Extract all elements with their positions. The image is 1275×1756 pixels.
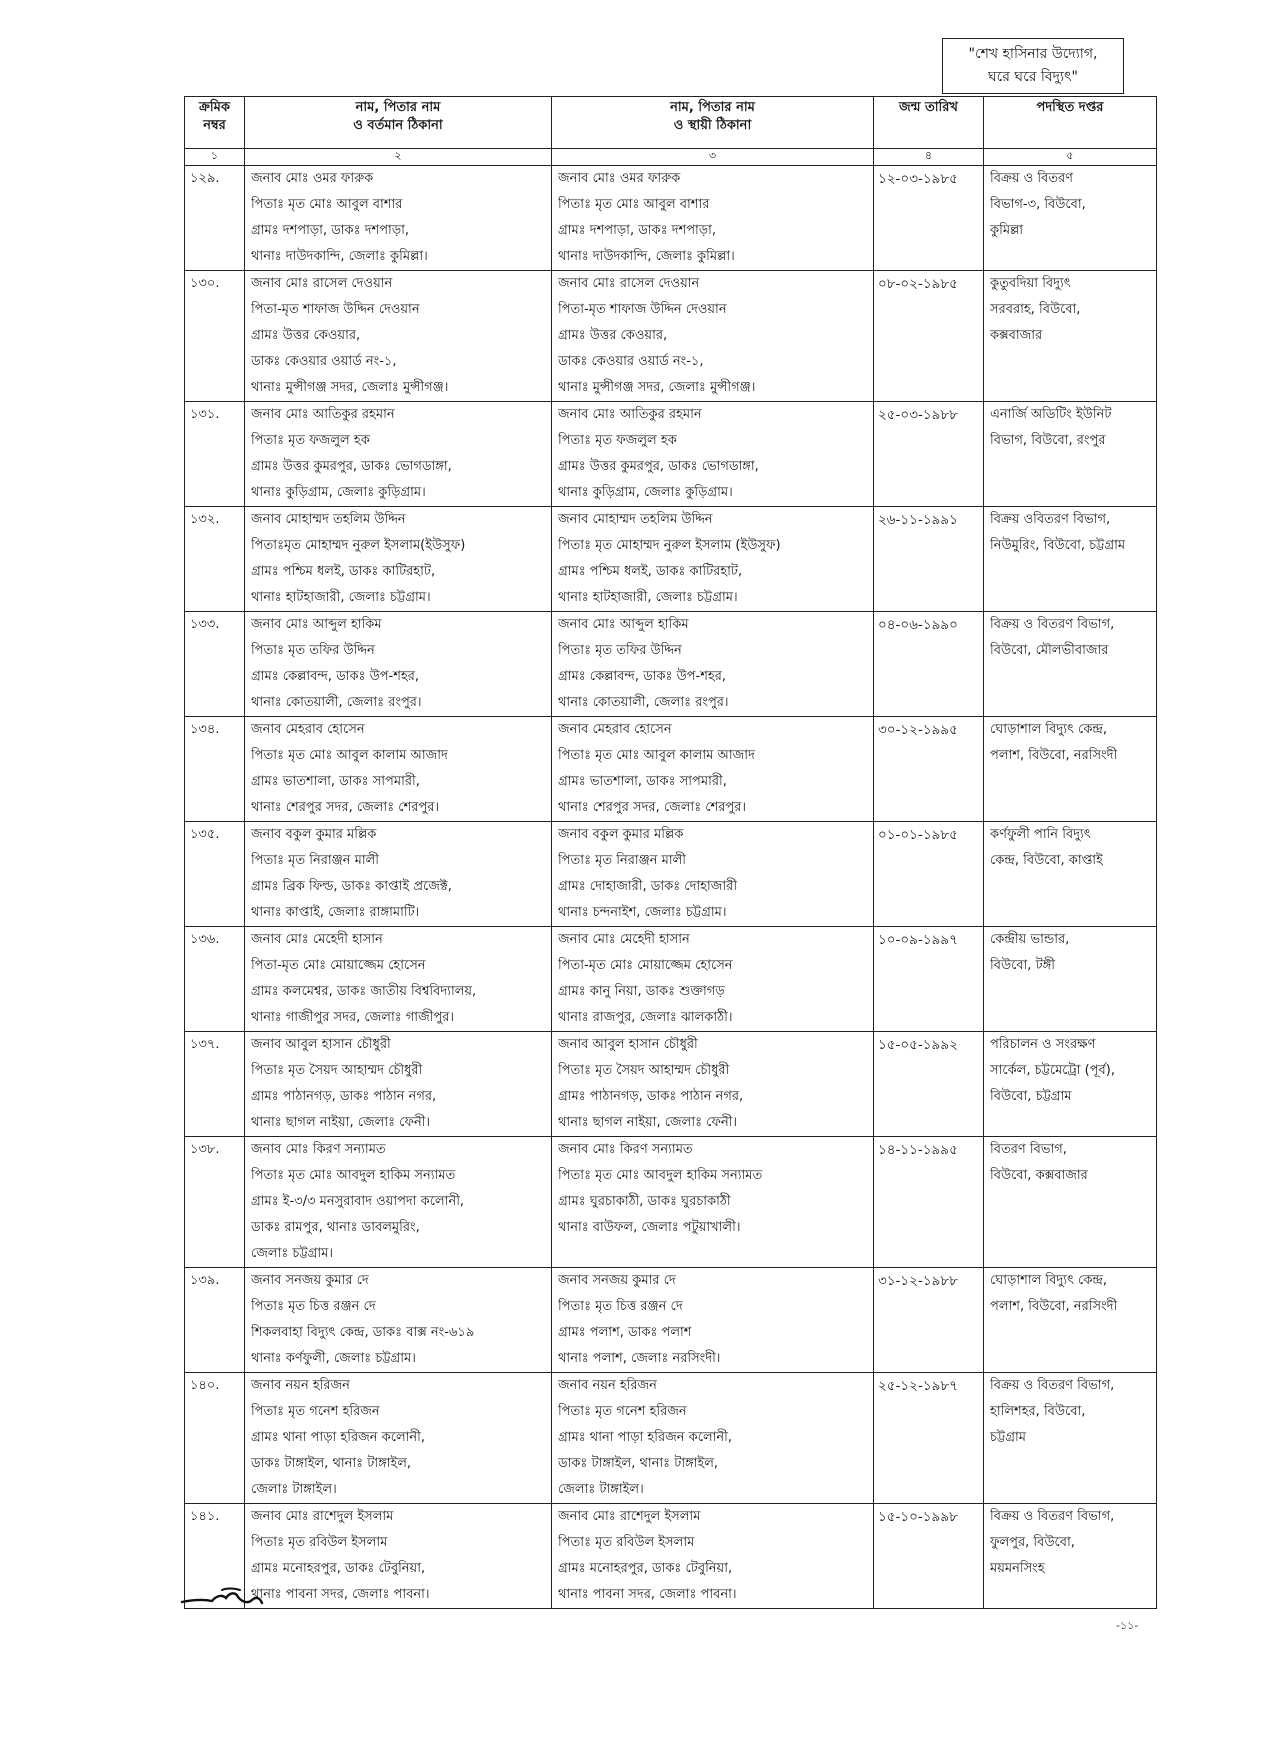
permanent-address-line: থানাঃ ছাগল নাইয়া, জেলাঃ ফেনী। [558, 1115, 738, 1130]
permanent-address-cell [552, 166, 874, 271]
permanent-address-line: জনাব নয়ন হরিজন [558, 1378, 657, 1393]
posted-office-cell [984, 1137, 1157, 1268]
present-address-line: থানাঃ কর্ণফুলী, জেলাঃ চট্টগ্রাম। [251, 1351, 416, 1366]
permanent-address-line: পিতাঃ মৃত মোঃ আবুল কালাম আজাদ [558, 748, 755, 763]
permanent-address-line: থানাঃ পলাশ, জেলাঃ নরসিংদী। [558, 1351, 721, 1366]
table-row [185, 271, 1157, 402]
permanent-address-cell [552, 402, 874, 507]
serial-number: ১৩৪. [185, 717, 245, 822]
permanent-address-line: গ্রামঃ ভাতশালা, ডাকঃ সাপমারী, [558, 774, 727, 789]
present-address-line: পিতাঃ মৃত নিরাঞ্জন মালী [251, 853, 380, 868]
present-address-line: জনাব মোহাম্মদ তহলিম উদ্দিন [251, 512, 406, 527]
present-address-line: জেলাঃ চট্টগ্রাম। [251, 1246, 334, 1261]
signature [178, 1584, 270, 1614]
present-address-line: জনাব মোঃ ওমর ফারুক [251, 171, 374, 186]
posted-office-line: নিউমুরিং, বিউবো, চট্টগ্রাম [990, 538, 1126, 553]
present-address-line: পিতাঃ মৃত মোঃ আবদুল হাকিম সন্যামত [251, 1168, 456, 1183]
permanent-address-line: জনাব মোহাম্মদ তহলিম উদ্দিন [558, 512, 713, 527]
permanent-address-line: গ্রামঃ উত্তর কেওয়ার, [558, 328, 668, 343]
present-address-cell [245, 1137, 552, 1268]
posted-office-line: কক্সবাজার [990, 328, 1043, 343]
posted-office-line: বিউবো, টঙ্গী [990, 958, 1055, 973]
permanent-address-line: ডাকঃ টাঙ্গাইল, থানাঃ টাঙ্গাইল, [558, 1456, 719, 1471]
present-address-line: ডাকঃ রামপুর, থানাঃ ডাবলমুরিং, [251, 1220, 420, 1235]
permanent-address-line: জনাব মেহরাব হোসেন [558, 722, 672, 737]
posted-office-cell [984, 507, 1157, 612]
permanent-address-line: জনাব মোঃ মেহেদী হাসান [558, 932, 690, 947]
present-address-cell [245, 717, 552, 822]
posted-office-line: বিউবো, চট্টগ্রাম [990, 1089, 1072, 1104]
posted-office-line: কুমিল্লা [990, 223, 1024, 238]
date-of-birth: ০৪-০৬-১৯৯০ [874, 612, 984, 717]
date-of-birth: ২৬-১১-১৯৯১ [874, 507, 984, 612]
column-number: ৪ [874, 149, 984, 166]
permanent-address-line: জনাব মোঃ কিরণ সন্যামত [558, 1142, 693, 1157]
date-of-birth: ১০-০৯-১৯৯৭ [874, 927, 984, 1032]
header-permanent-address: নাম, পিতার নাম ও স্থায়ী ঠিকানা [552, 97, 874, 149]
present-address-cell [245, 271, 552, 402]
present-address-line: গ্রামঃ থানা পাড়া হরিজন কলোনী, [251, 1430, 426, 1445]
serial-number: ১৪১. [185, 1504, 245, 1609]
column-number: ৫ [984, 149, 1157, 166]
present-address-cell [245, 1504, 552, 1609]
present-address-line: জনাব মোঃ রাশেদুল ইসলাম [251, 1509, 394, 1524]
date-of-birth: ০১-০১-১৯৮৫ [874, 822, 984, 927]
present-address-line: গ্রামঃ কলমেশ্বর, ডাকঃ জাতীয় বিশ্ববিদ্যালয়, [251, 984, 477, 999]
present-address-line: জনাব মোঃ আব্দুল হাকিম [251, 617, 382, 632]
date-of-birth: ৩০-১২-১৯৯৫ [874, 717, 984, 822]
permanent-address-line: পিতাঃ মৃত মোঃ আবদুল হাকিম সন্যামত [558, 1168, 763, 1183]
posted-office-line: বিক্রয় ও বিতরণ বিভাগ, [990, 1509, 1115, 1524]
present-address-line: জনাব আবুল হাসান চৌধুরী [251, 1037, 391, 1052]
present-address-line: জনাব মোঃ রাসেল দেওয়ান [251, 276, 393, 291]
present-address-line: পিতা-মৃত শাফাজ উদ্দিন দেওয়ান [251, 302, 420, 317]
permanent-address-line: জনাব আবুল হাসান চৌধুরী [558, 1037, 698, 1052]
permanent-address-line: থানাঃ শেরপুর সদর, জেলাঃ শেরপুর। [558, 800, 747, 815]
permanent-address-line: জনাব মোঃ রাসেল দেওয়ান [558, 276, 700, 291]
present-address-line: পিতাঃ মৃত সৈয়দ আহাম্মদ চৌধুরী [251, 1063, 423, 1078]
permanent-address-line: পিতাঃ মৃত মোঃ আবুল বাশার [558, 197, 710, 212]
permanent-address-line: পিতাঃ মৃত ফজলুল হক [558, 433, 677, 448]
present-address-line: গ্রামঃ মনোহরপুর, ডাকঃ টেবুনিয়া, [251, 1561, 426, 1576]
permanent-address-line: জনাব মোঃ আতিকুর রহমান [558, 407, 702, 422]
serial-number: ১৩২. [185, 507, 245, 612]
header-present-address: নাম, পিতার নাম ও বর্তমান ঠিকানা [245, 97, 552, 149]
posted-office-line: পলাশ, বিউবো, নরসিংদী [990, 1299, 1118, 1314]
present-address-line: গ্রামঃ উত্তর কুমরপুর, ডাকঃ ভোগডাঙ্গা, [251, 459, 452, 474]
present-address-line: পিতাঃ মৃত রবিউল ইসলাম [251, 1535, 388, 1550]
date-of-birth: ১৪-১১-১৯৯৫ [874, 1137, 984, 1268]
posted-office-cell [984, 1032, 1157, 1137]
slogan-box [942, 38, 1124, 94]
permanent-address-line: থানাঃ কোতয়ালী, জেলাঃ রংপুর। [558, 695, 729, 710]
posted-office-line: চট্টগ্রাম [990, 1430, 1026, 1445]
posted-office-line: কেন্দ্র, বিউবো, কাপ্তাই [990, 853, 1103, 868]
present-address-line: থানাঃ কোতয়ালী, জেলাঃ রংপুর। [251, 695, 422, 710]
present-address-cell [245, 402, 552, 507]
slogan-line-2: ঘরে ঘরে বিদ্যুৎ" [988, 69, 1078, 85]
permanent-address-line: গ্রামঃ পশ্চিম ধলই, ডাকঃ কাটিরহাট, [558, 564, 743, 579]
present-address-line: থানাঃ কুড়িগ্রাম, জেলাঃ কুড়িগ্রাম। [251, 485, 426, 500]
table-row [185, 166, 1157, 271]
date-of-birth: ২৫-১২-১৯৮৭ [874, 1373, 984, 1504]
table-body [185, 166, 1157, 1609]
table-row [185, 402, 1157, 507]
permanent-address-line: জনাব সনজয় কুমার দে [558, 1273, 676, 1288]
table-row [185, 927, 1157, 1032]
present-address-cell [245, 822, 552, 927]
permanent-address-line: জনাব বকুল কুমার মল্লিক [558, 827, 684, 842]
present-address-line: গ্রামঃ ব্রিক ফিল্ড, ডাকঃ কাপ্তাই প্রজেক্ট, [251, 879, 452, 894]
posted-office-cell [984, 717, 1157, 822]
present-address-cell [245, 1268, 552, 1373]
posted-office-line: বিউবো, কক্সবাজার [990, 1168, 1088, 1183]
permanent-address-line: থানাঃ চন্দনাইশ, জেলাঃ চট্টগ্রাম। [558, 905, 727, 920]
permanent-address-cell [552, 271, 874, 402]
permanent-address-line: জনাব মোঃ আব্দুল হাকিম [558, 617, 689, 632]
posted-office-line: বিক্রয় ও বিতরণ [990, 171, 1074, 186]
present-address-line: গ্রামঃ কেল্লাবন্দ, ডাকঃ উপ-শহর, [251, 669, 420, 684]
posted-office-line: সার্কেল, চট্টমেট্রো (পূর্ব), [990, 1063, 1115, 1078]
posted-office-line: বিভাগ-৩, বিউবো, [990, 197, 1086, 212]
posted-office-line: পলাশ, বিউবো, নরসিংদী [990, 748, 1118, 763]
table-row [185, 507, 1157, 612]
serial-number: ১৩৫. [185, 822, 245, 927]
posted-office-line: এনার্জি অডিটিং ইউনিট [990, 407, 1112, 422]
serial-number: ১৩৯. [185, 1268, 245, 1373]
posted-office-cell [984, 1373, 1157, 1504]
present-address-line: পিতাঃ মৃত মোঃ আবুল কালাম আজাদ [251, 748, 448, 763]
table-row [185, 1268, 1157, 1373]
date-of-birth: ০৮-০২-১৯৮৫ [874, 271, 984, 402]
present-address-cell [245, 1373, 552, 1504]
posted-office-line: হালিশহর, বিউবো, [990, 1404, 1086, 1419]
present-address-line: জনাব মোঃ কিরণ সন্যামত [251, 1142, 386, 1157]
appointment-table [184, 96, 1157, 1609]
posted-office-cell [984, 612, 1157, 717]
permanent-address-line: থানাঃ মুন্সীগঞ্জ সদর, জেলাঃ মুন্সীগঞ্জ। [558, 380, 756, 395]
permanent-address-line: পিতা-মৃত মোঃ মোয়াজ্জেম হোসেন [558, 958, 733, 973]
permanent-address-cell [552, 1373, 874, 1504]
permanent-address-cell [552, 1504, 874, 1609]
permanent-address-line: পিতাঃ মৃত গনেশ হরিজন [558, 1404, 687, 1419]
permanent-address-line: গ্রামঃ থানা পাড়া হরিজন কলোনী, [558, 1430, 733, 1445]
present-address-line: জনাব মেহরাব হোসেন [251, 722, 365, 737]
present-address-line: গ্রামঃ পশ্চিম ধলই, ডাকঃ কাটিরহাট, [251, 564, 436, 579]
posted-office-cell [984, 822, 1157, 927]
permanent-address-line: পিতাঃ মৃত তফির উদ্দিন [558, 643, 682, 658]
header-row [185, 97, 1157, 149]
posted-office-line: কেন্দ্রীয় ভান্ডার, [990, 932, 1070, 947]
present-address-line: গ্রামঃ ভাতশালা, ডাকঃ সাপমারী, [251, 774, 420, 789]
posted-office-line: বিক্রয় ওবিতরণ বিভাগ, [990, 512, 1111, 527]
permanent-address-line: গ্রামঃ মনোহরপুর, ডাকঃ টেবুনিয়া, [558, 1561, 733, 1576]
posted-office-line: বিক্রয় ও বিতরণ বিভাগ, [990, 617, 1115, 632]
present-address-cell [245, 507, 552, 612]
posted-office-cell [984, 271, 1157, 402]
column-number: ১ [185, 149, 245, 166]
present-address-line: পিতাঃ মৃত তফির উদ্দিন [251, 643, 375, 658]
permanent-address-line: পিতাঃ মৃত চিত্ত রঞ্জন দে [558, 1299, 683, 1314]
permanent-address-line: পিতাঃ মৃত নিরাঞ্জন মালী [558, 853, 687, 868]
present-address-line: জনাব নয়ন হরিজন [251, 1378, 350, 1393]
serial-number: ১৩৬. [185, 927, 245, 1032]
permanent-address-cell [552, 1137, 874, 1268]
permanent-address-line: জনাব মোঃ রাশেদুল ইসলাম [558, 1509, 701, 1524]
present-address-line: পিতাঃ মৃত গনেশ হরিজন [251, 1404, 380, 1419]
posted-office-line: বিউবো, মৌলভীবাজার [990, 643, 1109, 658]
header-serial: ক্রমিক নম্বর [185, 97, 245, 149]
present-address-line: পিতাঃ মৃত ফজলুল হক [251, 433, 370, 448]
permanent-address-cell [552, 612, 874, 717]
table-row [185, 1032, 1157, 1137]
posted-office-cell [984, 1268, 1157, 1373]
table-row [185, 612, 1157, 717]
present-address-line: থানাঃ শেরপুর সদর, জেলাঃ শেরপুর। [251, 800, 440, 815]
present-address-line: ডাকঃ কেওয়ার ওয়ার্ড নং-১, [251, 354, 397, 369]
permanent-address-line: পিতাঃ মৃত মোহাম্মদ নুরুল ইসলাম (ইউসুফ) [558, 538, 781, 553]
present-address-cell [245, 1032, 552, 1137]
posted-office-line: ঘোড়াশাল বিদ্যুৎ কেন্দ্র, [990, 722, 1108, 737]
permanent-address-line: গ্রামঃ কেল্লাবন্দ, ডাকঃ উপ-শহর, [558, 669, 727, 684]
present-address-line: শিকলবাহা বিদ্যুৎ কেন্দ্র, ডাকঃ বাক্স নং-৬১৯ [251, 1325, 475, 1340]
posted-office-line: কুতুবদিয়া বিদ্যুৎ [990, 276, 1071, 291]
permanent-address-line: গ্রামঃ পলাশ, ডাকঃ পলাশ [558, 1325, 692, 1340]
posted-office-line: পরিচালন ও সংরক্ষণ [990, 1037, 1096, 1052]
permanent-address-cell [552, 822, 874, 927]
permanent-address-cell [552, 507, 874, 612]
serial-number: ১৩৮. [185, 1137, 245, 1268]
date-of-birth: ১৫-১০-১৯৯৮ [874, 1504, 984, 1609]
present-address-line: পিতাঃমৃত মোহাম্মদ নুরুল ইসলাম(ইউসুফ) [251, 538, 466, 553]
permanent-address-line: থানাঃ হাটহাজারী, জেলাঃ চট্টগ্রাম। [558, 590, 738, 605]
permanent-address-line: থানাঃ বাউফল, জেলাঃ পটুয়াখালী। [558, 1220, 741, 1235]
present-address-line: থানাঃ হাটহাজারী, জেলাঃ চট্টগ্রাম। [251, 590, 431, 605]
present-address-line: পিতাঃ মৃত চিত্ত রঞ্জন দে [251, 1299, 376, 1314]
present-address-line: ডাকঃ টাঙ্গাইল, থানাঃ টাঙ্গাইল, [251, 1456, 412, 1471]
table-row [185, 1373, 1157, 1504]
present-address-line: গ্রামঃ দশপাড়া, ডাকঃ দশপাড়া, [251, 223, 410, 238]
present-address-line: থানাঃ গাজীপুর সদর, জেলাঃ গাজীপুর। [251, 1010, 455, 1025]
present-address-line: থানাঃ দাউদকান্দি, জেলাঃ কুমিল্লা। [251, 249, 428, 264]
serial-number: ১২৯. [185, 166, 245, 271]
table-row [185, 717, 1157, 822]
posted-office-line: ফুলপুর, বিউবো, [990, 1535, 1075, 1550]
present-address-line: জনাব মোঃ মেহেদী হাসান [251, 932, 383, 947]
permanent-address-cell [552, 927, 874, 1032]
permanent-address-line: জনাব মোঃ ওমর ফারুক [558, 171, 681, 186]
permanent-address-cell [552, 1032, 874, 1137]
permanent-address-line: থানাঃ রাজপুর, জেলাঃ ঝালকাঠী। [558, 1010, 733, 1025]
serial-number: ১৩১. [185, 402, 245, 507]
present-address-cell [245, 927, 552, 1032]
permanent-address-line: গ্রামঃ দশপাড়া, ডাকঃ দশপাড়া, [558, 223, 717, 238]
posted-office-line: ঘোড়াশাল বিদ্যুৎ কেন্দ্র, [990, 1273, 1108, 1288]
posted-office-line: বিতরণ বিভাগ, [990, 1142, 1067, 1157]
permanent-address-line: থানাঃ কুড়িগ্রাম, জেলাঃ কুড়িগ্রাম। [558, 485, 733, 500]
serial-number: ১৪০. [185, 1373, 245, 1504]
present-address-cell [245, 166, 552, 271]
posted-office-cell [984, 166, 1157, 271]
permanent-address-line: থানাঃ দাউদকান্দি, জেলাঃ কুমিল্লা। [558, 249, 735, 264]
header-posted-office: পদস্থিত দপ্তর [984, 97, 1157, 149]
permanent-address-line: গ্রামঃ ঘুরচাকাঠী, ডাকঃ ঘুরচাকাঠী [558, 1194, 731, 1209]
present-address-line: থানাঃ কাপ্তাই, জেলাঃ রাঙ্গামাটি। [251, 905, 420, 920]
permanent-address-line: ডাকঃ কেওয়ার ওয়ার্ড নং-১, [558, 354, 704, 369]
table-row [185, 1137, 1157, 1268]
permanent-address-line: থানাঃ পাবনা সদর, জেলাঃ পাবনা। [558, 1587, 737, 1602]
present-address-line: থানাঃ মুন্সীগঞ্জ সদর, জেলাঃ মুন্সীগঞ্জ। [251, 380, 449, 395]
posted-office-line: সরবরাহ, বিউবো, [990, 302, 1081, 317]
posted-office-cell [984, 402, 1157, 507]
posted-office-line: বিভাগ, বিউবো, রংপুর [990, 433, 1106, 448]
present-address-line: গ্রামঃ পাঠানগড়, ডাকঃ পাঠান নগর, [251, 1089, 437, 1104]
present-address-line: থানাঃ পাবনা সদর, জেলাঃ পাবনা। [251, 1587, 430, 1602]
page-number: -১১- [1116, 1619, 1139, 1632]
present-address-line: জনাব মোঃ আতিকুর রহমান [251, 407, 395, 422]
present-address-line: থানাঃ ছাগল নাইয়া, জেলাঃ ফেনী। [251, 1115, 431, 1130]
permanent-address-line: গ্রামঃ পাঠানগড়, ডাকঃ পাঠান নগর, [558, 1089, 744, 1104]
permanent-address-line: পিতা-মৃত শাফাজ উদ্দিন দেওয়ান [558, 302, 727, 317]
table-row [185, 822, 1157, 927]
present-address-line: জেলাঃ টাঙ্গাইল। [251, 1482, 337, 1497]
column-number: ২ [245, 149, 552, 166]
header-date-of-birth: জন্ম তারিখ [874, 97, 984, 149]
serial-number: ১৩৩. [185, 612, 245, 717]
permanent-address-cell [552, 717, 874, 822]
present-address-line: জনাব বকুল কুমার মল্লিক [251, 827, 377, 842]
posted-office-cell [984, 927, 1157, 1032]
posted-office-line: কর্ণফুলী পানি বিদ্যুৎ [990, 827, 1091, 842]
present-address-line: গ্রামঃ ই-৩/৩ মনসুরাবাদ ওয়াপদা কলোনী, [251, 1194, 465, 1209]
present-address-line: গ্রামঃ উত্তর কেওয়ার, [251, 328, 361, 343]
permanent-address-line: গ্রামঃ দোহাজারী, ডাকঃ দোহাজারী [558, 879, 738, 894]
present-address-cell [245, 612, 552, 717]
column-number: ৩ [552, 149, 874, 166]
date-of-birth: ১৫-০৫-১৯৯২ [874, 1032, 984, 1137]
date-of-birth: ১২-০৩-১৯৮৫ [874, 166, 984, 271]
present-address-line: পিতা-মৃত মোঃ মোয়াজ্জেম হোসেন [251, 958, 426, 973]
posted-office-line: ময়মনসিংহ [990, 1561, 1045, 1576]
present-address-line: জনাব সনজয় কুমার দে [251, 1273, 369, 1288]
permanent-address-line: পিতাঃ মৃত সৈয়দ আহাম্মদ চৌধুরী [558, 1063, 730, 1078]
slogan-line-1: "শেখ হাসিনার উদ্যোগ, [968, 46, 1098, 62]
serial-number: ১৩০. [185, 271, 245, 402]
column-number-row [185, 149, 1157, 166]
date-of-birth: ৩১-১২-১৯৮৮ [874, 1268, 984, 1373]
permanent-address-line: গ্রামঃ উত্তর কুমরপুর, ডাকঃ ভোগডাঙ্গা, [558, 459, 759, 474]
posted-office-cell [984, 1504, 1157, 1609]
posted-office-line: বিক্রয় ও বিতরণ বিভাগ, [990, 1378, 1115, 1393]
table-row [185, 1504, 1157, 1609]
permanent-address-line: জেলাঃ টাঙ্গাইল। [558, 1482, 644, 1497]
serial-number: ১৩৭. [185, 1032, 245, 1137]
permanent-address-line: পিতাঃ মৃত রবিউল ইসলাম [558, 1535, 695, 1550]
present-address-line: পিতাঃ মৃত মোঃ আবুল বাশার [251, 197, 403, 212]
permanent-address-cell [552, 1268, 874, 1373]
permanent-address-line: গ্রামঃ কানু নিয়া, ডাকঃ শুক্তাগড় [558, 984, 725, 999]
date-of-birth: ২৫-০৩-১৯৮৮ [874, 402, 984, 507]
